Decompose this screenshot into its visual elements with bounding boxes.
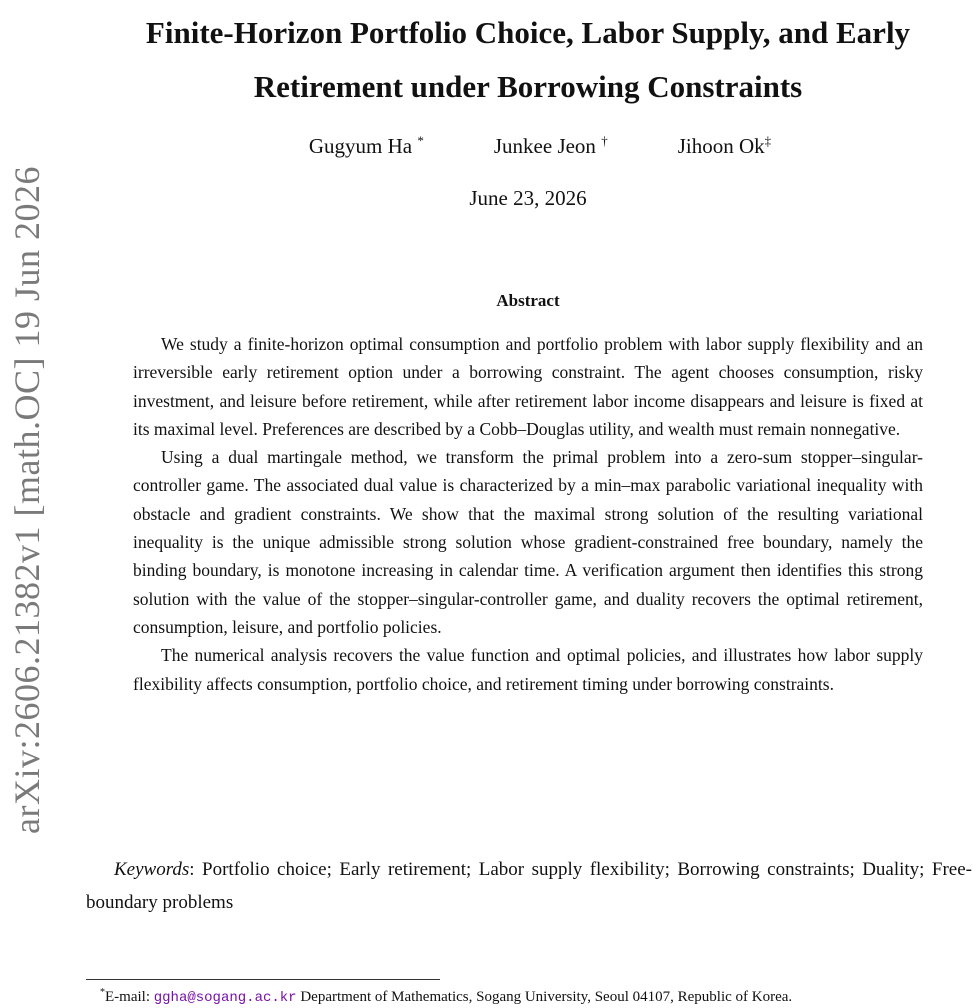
author-footnote-mark[interactable]: * [417,133,424,148]
author [678,133,771,159]
abstract-body [133,330,923,698]
author-footnote-mark[interactable]: † [601,133,608,148]
keywords-label: Keywords [114,859,190,880]
keywords-section [86,853,972,919]
email-link[interactable]: ggha@sogang.ac.kr [153,990,297,1006]
author [494,133,608,159]
abstract-paragraph: We study a finite-horizon optimal consumption and portfolio problem with labor supply flexibility and an irreversible early retirement option under a borrowing constraint. The agent chooses consumption, risky investment, and leisure before retirement, while after retirement labor income disappears and leisure is fixed at its maximal level. Preferences are described by a Cobb–Douglas utility, and wealth must remain nonnegative. [133,334,923,439]
author-list [240,133,840,159]
arxiv-side-stamp [2,160,52,840]
author-name: Gugyum Ha [308,134,413,158]
author-footnote-mark[interactable]: ‡ [764,133,772,148]
footnote-prefix: E-mail: [105,989,154,1005]
footnote-divider [86,979,440,980]
arxiv-identifier: arXiv:2606.21382v1 [math.OC] 19 Jun 2026 [7,166,48,834]
keywords-text: : Portfolio choice; Early retirement; Labor supply flexibility; Borrowing constraints; Duality; Free-boundary problems [86,859,972,913]
abstract-heading: Abstract [496,291,560,310]
abstract-paragraph: The numerical analysis recovers the value function and optimal policies, and illustrates how labor supply flexibility affects consumption, portfolio choice, and retirement timing under borrowing constraints. [133,645,923,694]
footnote-mark: * [100,987,105,998]
footnote [100,983,970,1008]
abstract-paragraph: Using a dual martingale method, we transform the primal problem into a zero-sum stopper–singular-controller game. The associated dual value is characterized by a min–max parabolic variational inequality with obstacle and gradient constraints. We show that the maximal strong solution of the resulting variational inequality is the unique admissible strong solution whose gradient-constrained free boundary, namely the binding boundary, is monotone increasing in calendar time. A verification argument then identifies this strong solution with the value of the stopper–singular-controller game, and duality recovers the optimal retirement, consumption, leisure, and portfolio policies. [133,447,923,637]
author [309,133,424,159]
author-name: Jihoon Ok [677,134,765,158]
footnote-affiliation: Department of Mathematics, Sogang University, Seoul 04107, Republic of Korea. [296,989,793,1005]
publication-date: June 23, 2026 [469,186,587,210]
author-name: Junkee Jeon [493,134,596,158]
paper-title: Finite-Horizon Portfolio Choice, Labor Supply, and Early Retirement under Borrowing Constraints [145,15,911,104]
